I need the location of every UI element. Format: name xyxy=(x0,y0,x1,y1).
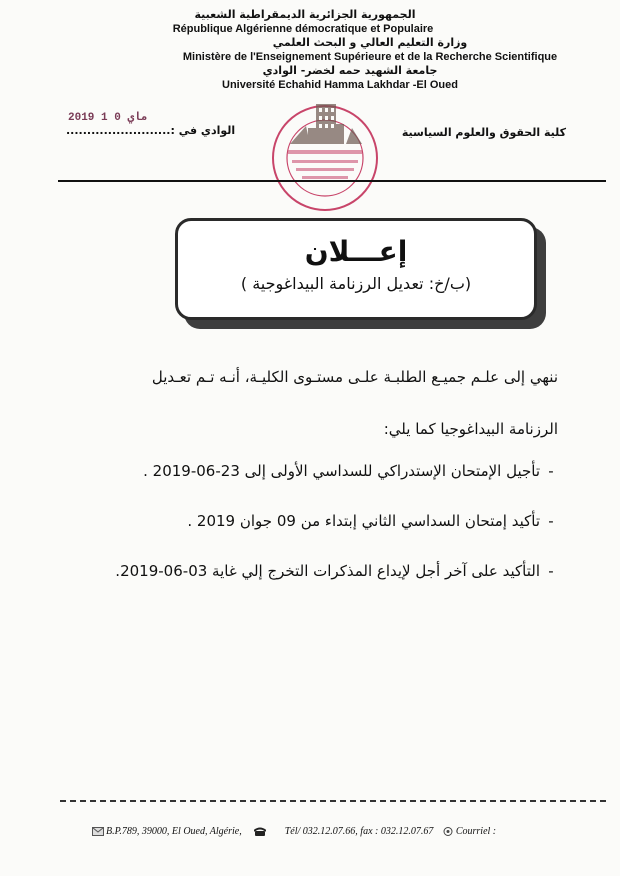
footer-email-label: Courriel : xyxy=(455,826,497,838)
place-date-label: الوادي في :......................... xyxy=(66,124,236,137)
header-ministry-ar: وزارة التعليم العالي و البحث العلمي xyxy=(272,36,468,49)
faculty-name: كلية الحقوق والعلوم السياسية xyxy=(401,126,566,139)
header-republic-fr: République Algérienne démocratique et Populaire xyxy=(172,23,434,35)
header-republic-ar: الجمهورية الجزائرية الديمقراطية الشعبية xyxy=(194,8,416,21)
announcement-title: إعـــلان xyxy=(304,235,408,268)
announcement-box xyxy=(175,218,537,320)
header-ministry-fr: Ministère de l'Enseignement Supérieure et de la Recherche Scientifique xyxy=(182,51,558,63)
footer-contact xyxy=(92,826,612,837)
list-item xyxy=(187,512,562,530)
mail-envelope-icon xyxy=(92,827,104,836)
intro-line-2: الرزنامة البيداغوجيا كما يلي: xyxy=(383,420,558,438)
date-stamp: 2019 ماي 0 1 xyxy=(68,112,148,124)
intro-line-1: ننهي إلى علـم جميـع الطلبـة علـى مستـوى الكليـة، أنـه تـم تعـديل xyxy=(151,368,558,386)
announcement-subtitle: (ب/خ: تعديل الرزنامة البيداغوجية ) xyxy=(240,274,472,293)
footer-phone-fax: Tél/ 032.12.07.66, fax : 032.12.07.67 xyxy=(284,826,434,838)
list-item-text: التأكيد على آخر أجل لإيداع المذكرات التخرج إلي غاية 03-06-2019. xyxy=(115,562,540,580)
list-item-text: تأكيد إمتحان السداسي الثاني إبتداء من 09 جوان 2019 . xyxy=(187,512,540,530)
list-item xyxy=(115,562,562,580)
university-seal-icon xyxy=(262,98,388,216)
bullet-dash: - xyxy=(548,462,554,480)
bullet-dash: - xyxy=(548,512,554,530)
list-item-text: تأجيل الإمتحان الإستدراكي للسداسي الأولى إلى 23-06-2019 . xyxy=(143,462,540,480)
header-university-fr: Université Echahid Hamma Lakhdar -El Oued xyxy=(222,79,458,91)
email-icon xyxy=(442,827,454,836)
list-item xyxy=(143,462,562,480)
letterhead xyxy=(0,8,620,92)
footer-divider xyxy=(60,800,606,802)
telephone-icon xyxy=(254,827,266,836)
header-rule xyxy=(58,180,606,182)
bullet-dash: - xyxy=(548,562,554,580)
header-university-ar: جامعة الشهيد حمه لخضر- الوادي xyxy=(262,64,438,77)
footer-address: B.P.789, 39000, El Oued, Algérie, xyxy=(106,826,242,838)
